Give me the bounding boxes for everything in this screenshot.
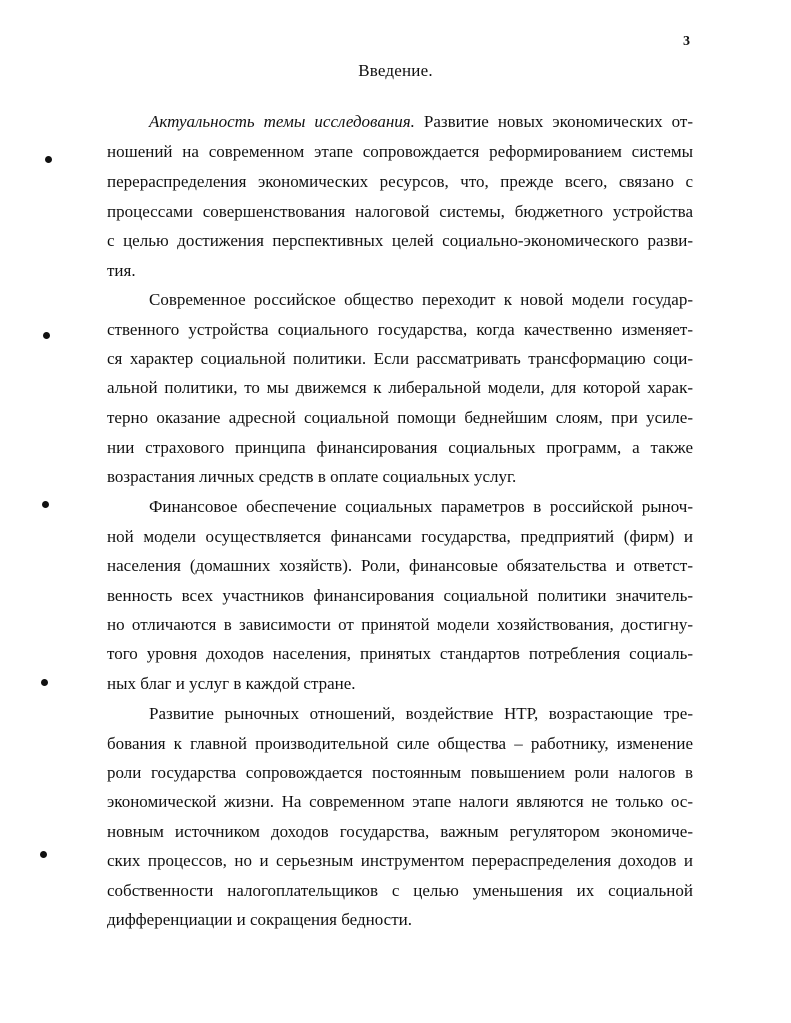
paragraph-2-line: терно оказание адресной социальной помощи беднейшим слоям, при усиле- (107, 408, 693, 427)
paragraph-2-line: нии страхового принципа финансирования социальных программ, а также (107, 438, 693, 457)
paragraph-3-line: Финансовое обеспечение социальных параметров в российской рыноч- (149, 497, 693, 516)
paragraph-1-line: тия. (107, 261, 136, 280)
paragraph-3-line: населения (домашних хозяйств). Роли, финансовые обязательства и ответст- (107, 556, 693, 575)
paragraph-1-line: процессами совершенствования налоговой системы, бюджетного устройства (107, 202, 693, 221)
binding-hole-mark (42, 501, 49, 508)
paragraph-3-line: ной модели осуществляется финансами государства, предприятий (фирм) и (107, 527, 693, 546)
paragraph-1-line: Актуальность темы исследования. Развитие новых экономических от- (149, 112, 693, 131)
page-title: Введение. (358, 61, 433, 80)
paragraph-1-line: с целью достижения перспективных целей социально-экономического разви- (107, 231, 693, 250)
paragraph-1-line: ношений на современном этапе сопровождается реформированием системы (107, 142, 693, 161)
paragraph-3-line: ных благ и услуг в каждой стране. (107, 674, 356, 693)
paragraph-4-line: дифференциации и сокращения бедности. (107, 910, 412, 929)
paragraph-4-line: бования к главной производительной силе общества – работнику, изменение (107, 734, 693, 753)
paragraph-3-line: но отличаются в зависимости от принятой модели хозяйствования, достигну- (107, 615, 693, 634)
paragraph-2-line: Современное российское общество переходит к новой модели государ- (149, 290, 693, 309)
binding-hole-mark (43, 332, 50, 339)
paragraph-4-line: роли государства сопровождается постоянным повышением роли налогов в (107, 763, 693, 782)
paragraph-2-line: ственного устройства социального государства, когда качественно изменяет- (107, 320, 693, 339)
paragraph-4-line: новным источником доходов государства, важным регулятором экономиче- (107, 822, 693, 841)
paragraph-3-line: того уровня доходов населения, принятых стандартов потребления социаль- (107, 644, 693, 663)
paragraph-3-line: венность всех участников финансирования социальной политики значитель- (107, 586, 693, 605)
binding-hole-mark (41, 679, 48, 686)
paragraph-2-line: альной политики, то мы движемся к либеральной модели, для которой харак- (107, 378, 693, 397)
paragraph-4-line: ских процессов, но и серьезным инструментом перераспределения доходов и (107, 851, 693, 870)
paragraph-4-line: экономической жизни. На современном этапе налоги являются не только ос- (107, 792, 693, 811)
page-number: 3 (683, 34, 690, 49)
paragraph-4-line: собственности налогоплательщиков с целью уменьшения их социальной (107, 881, 693, 900)
binding-hole-mark (45, 156, 52, 163)
paragraph-4-line: Развитие рыночных отношений, воздействие НТР, возрастающие тре- (149, 704, 693, 723)
paragraph-1-line: перераспределения экономических ресурсов, что, прежде всего, связано с (107, 172, 693, 191)
binding-hole-mark (40, 851, 47, 858)
paragraph-2-line: ся характер социальной политики. Если рассматривать трансформацию соци- (107, 349, 693, 368)
paragraph-2-line: возрастания личных средств в оплате социальных услуг. (107, 467, 517, 486)
